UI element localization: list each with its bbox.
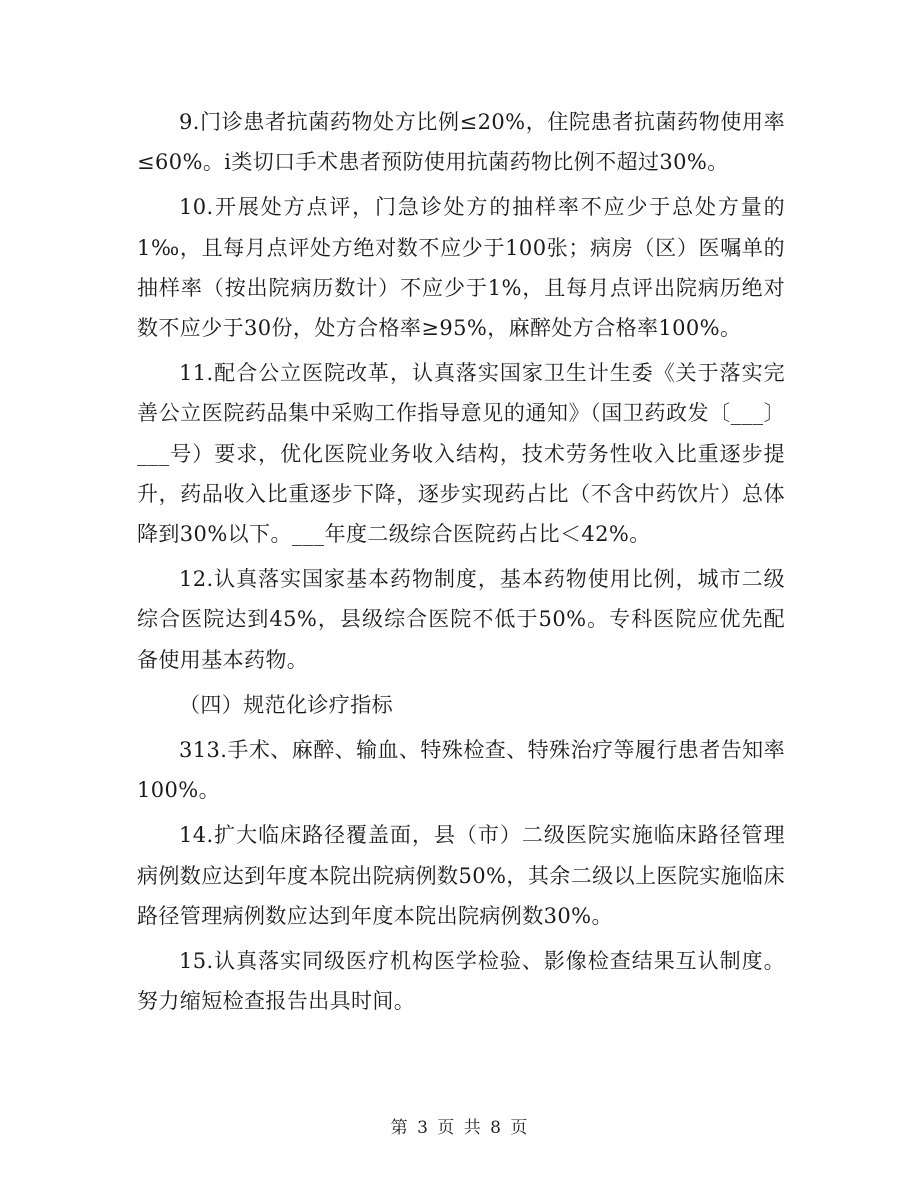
paragraph-antibiotic-ratio: 9.门诊患者抗菌药物处方比例≤20%，住院患者抗菌药物使用率≤60%。i类切口手术患者预防使用抗菌药物比例不超过30%。	[137, 110, 785, 175]
paragraph-prescription-review: 10.开展处方点评，门急诊处方的抽样率不应少于总处方量的1‰，且每月点评处方绝对数不应少于100张；病房（区）医嘱单的抽样率（按出院病历数计）不应少于1%，且每月点评出院病历绝对数不应少于30份，处方合格率≥95%，麻醉处方合格率100%。	[137, 195, 785, 341]
paragraph-clinical-pathway: 14.扩大临床路径覆盖面，县（市）二级医院实施临床路径管理病例数应达到年度本院出院病例数50%，其余二级以上医院实施临床路径管理病例数应达到年度本院出院病例数30%。	[137, 823, 785, 928]
paragraph-hospital-reform: 11.配合公立医院改革，认真落实国家卫生计生委《关于落实完善公立医院药品集中采购工作指导意见的通知》（国卫药政发〔___〕___号）要求，优化医院业务收入结构，技术劳务性收入比重逐步提升，药品收入比重逐步下降，逐步实现药占比（不含中药饮片）总体降到30%以下。___年度二级综合医院药占比＜42%。	[137, 361, 785, 547]
document-body	[137, 102, 785, 1021]
paragraph-essential-drugs: 12.认真落实国家基本药物制度，基本药物使用比例，城市二级综合医院达到45%，县级综合医院不低于50%。专科医院应优先配备使用基本药物。	[137, 567, 785, 672]
section-heading-standardized-treatment: （四）规范化诊疗指标	[179, 692, 393, 717]
paragraph-informed-consent: 313.手术、麻醉、输血、特殊检查、特殊治疗等履行患者告知率100%。	[137, 738, 785, 803]
paragraph-mutual-recognition: 15.认真落实同级医疗机构医学检验、影像检查结果互认制度。努力缩短检查报告出具时间。	[137, 949, 785, 1014]
page-footer: 第 3 页 共 8 页	[390, 1118, 530, 1138]
